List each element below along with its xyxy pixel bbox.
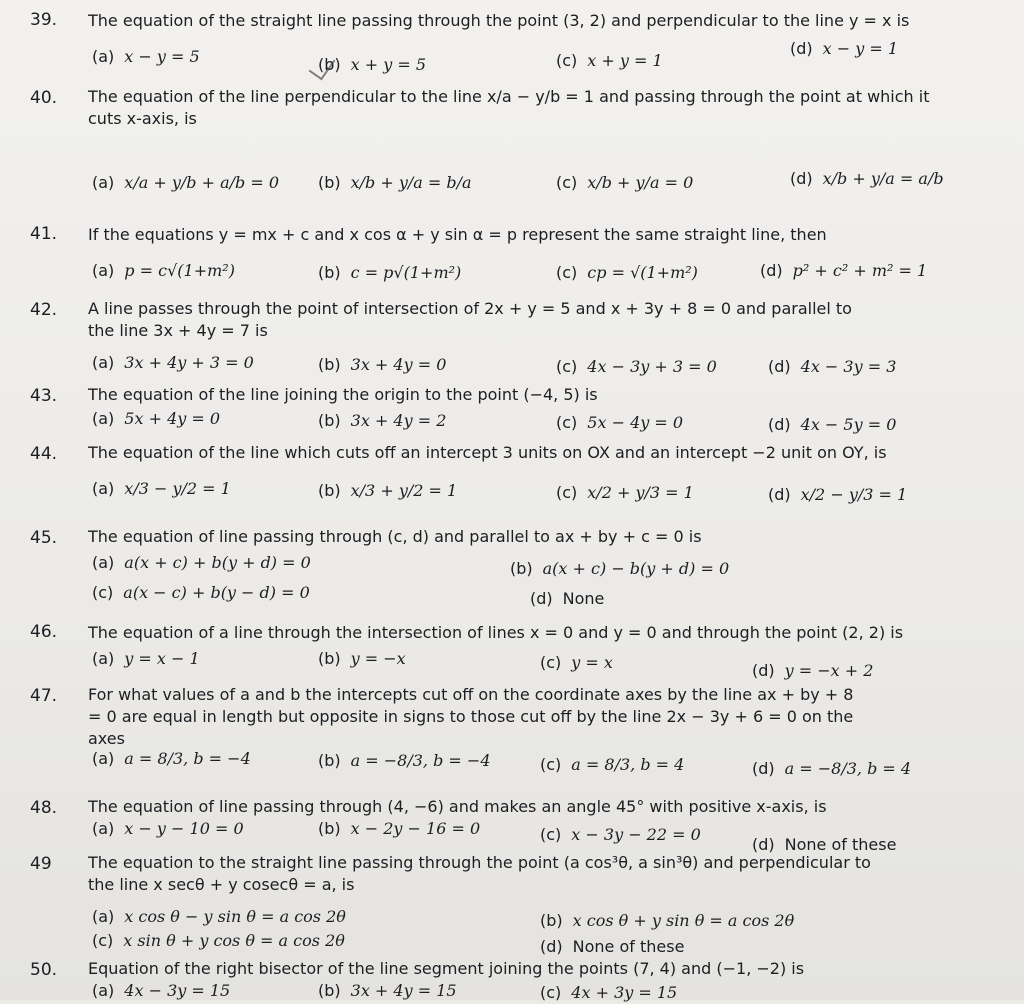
- option-b[interactable]: (b) 3x + 4y = 0: [318, 355, 447, 374]
- option-a[interactable]: (a) x/3 − y/2 = 1: [92, 479, 231, 498]
- option-b[interactable]: (b) x/b + y/a = b/a: [318, 173, 472, 192]
- option-d[interactable]: (d) x − y = 1: [790, 39, 899, 58]
- option-b[interactable]: (b) x/3 + y/2 = 1: [318, 481, 458, 500]
- question-number: 39.: [30, 10, 58, 30]
- option-c[interactable]: (c) 4x − 3y + 3 = 0: [556, 357, 717, 376]
- option-c[interactable]: (c) x + y = 1: [556, 51, 663, 70]
- question-text: The equation of a line through the intersection of lines x = 0 and y = 0 and through the point (2, 2) is: [88, 623, 904, 642]
- question-number: 40.: [30, 88, 58, 108]
- option-d[interactable]: (d) a = −8/3, b = 4: [752, 759, 912, 778]
- question-number: 46.: [30, 622, 58, 642]
- option-c[interactable]: (c) 5x − 4y = 0: [556, 413, 684, 432]
- option-c[interactable]: (c) a = 8/3, b = 4: [540, 755, 685, 774]
- option-b[interactable]: (b) x + y = 5: [318, 55, 427, 74]
- option-a[interactable]: (a) x/a + y/b + a/b = 0: [92, 173, 280, 192]
- option-a[interactable]: (a) p = c√(1+m²): [92, 261, 235, 280]
- option-d[interactable]: (d) x/2 − y/3 = 1: [768, 485, 908, 504]
- option-d[interactable]: (d) y = −x + 2: [752, 661, 874, 680]
- option-c[interactable]: (c) x/b + y/a = 0: [556, 173, 694, 192]
- option-c[interactable]: (c) x/2 + y/3 = 1: [556, 483, 694, 502]
- question-text: The equation of line passing through (c, d) and parallel to ax + by + c = 0 is: [88, 527, 702, 546]
- option-d[interactable]: (d) p² + c² + m² = 1: [760, 261, 928, 280]
- question-number: 50.: [30, 960, 58, 980]
- option-a[interactable]: (a) 3x + 4y + 3 = 0: [92, 353, 254, 372]
- question-number: 43.: [30, 386, 58, 406]
- option-b[interactable]: (b) 3x + 4y = 2: [318, 411, 447, 430]
- option-b[interactable]: (b) a(x + c) − b(y + d) = 0: [510, 559, 730, 578]
- question-text: The equation of the line which cuts off an intercept 3 units on OX and an intercept −2 unit on OY, is: [88, 443, 887, 462]
- option-b[interactable]: (b) x cos θ + y sin θ = a cos 2θ: [540, 911, 795, 930]
- option-a[interactable]: (a) a(x + c) + b(y + d) = 0: [92, 553, 311, 572]
- question-text: For what values of a and b the intercepts cut off on the coordinate axes by the line ax + by + 8 = 0 are equal in length but opposite in signs to those cut off by the line 2x − 3y + 6 = 0 on the axes: [88, 685, 854, 748]
- option-c[interactable]: (c) x sin θ + y cos θ = a cos 2θ: [92, 931, 345, 950]
- question-number: 49: [30, 854, 52, 874]
- option-b[interactable]: (b) 3x + 4y = 15: [318, 981, 457, 1000]
- question-number: 44.: [30, 444, 58, 464]
- question-number: 47.: [30, 686, 58, 706]
- question-text: The equation of the line joining the origin to the point (−4, 5) is: [88, 385, 598, 404]
- option-c[interactable]: (c) 4x + 3y = 15: [540, 983, 678, 1002]
- question-text: The equation to the straight line passing through the point (a cos³θ, a sin³θ) and perpendicular to the line x secθ + y cosecθ = a, is: [88, 853, 871, 894]
- question-number: 48.: [30, 798, 58, 818]
- question-text: Equation of the right bisector of the line segment joining the points (7, 4) and (−1, −2) is: [88, 959, 805, 978]
- option-c[interactable]: (c) y = x: [540, 653, 613, 672]
- option-a[interactable]: (a) x cos θ − y sin θ = a cos 2θ: [92, 907, 346, 926]
- question-number: 42.: [30, 300, 58, 320]
- option-d[interactable]: (d) x/b + y/a = a/b: [790, 169, 944, 188]
- option-d[interactable]: (d) None: [530, 589, 605, 608]
- question-text: A line passes through the point of intersection of 2x + y = 5 and x + 3y + 8 = 0 and parallel to the line 3x + 4y = 7 is: [88, 299, 852, 340]
- option-a[interactable]: (a) y = x − 1: [92, 649, 200, 668]
- option-c[interactable]: (c) cp = √(1+m²): [556, 263, 698, 282]
- option-a[interactable]: (a) 4x − 3y = 15: [92, 981, 231, 1000]
- question-text: If the equations y = mx + c and x cos α + y sin α = p represent the same straight line, then: [88, 225, 827, 244]
- option-a[interactable]: (a) a = 8/3, b = −4: [92, 749, 251, 768]
- option-d[interactable]: (d) None of these: [540, 937, 685, 956]
- question-text: The equation of the straight line passing through the point (3, 2) and perpendicular to the line y = x is: [88, 11, 910, 30]
- question-text: The equation of line passing through (4, −6) and makes an angle 45° with positive x-axis, is: [88, 797, 827, 816]
- option-d[interactable]: (d) 4x − 3y = 3: [768, 357, 897, 376]
- option-a[interactable]: (a) x − y = 5: [92, 47, 200, 66]
- option-d[interactable]: (d) 4x − 5y = 0: [768, 415, 897, 434]
- option-a[interactable]: (a) 5x + 4y = 0: [92, 409, 221, 428]
- option-b[interactable]: (b) a = −8/3, b = −4: [318, 751, 491, 770]
- question-number: 45.: [30, 528, 58, 548]
- question-number: 41.: [30, 224, 58, 244]
- option-c[interactable]: (c) a(x − c) + b(y − d) = 0: [92, 583, 310, 602]
- option-b[interactable]: (b) c = p√(1+m²): [318, 263, 462, 282]
- option-c[interactable]: (c) x − 3y − 22 = 0: [540, 825, 701, 844]
- option-a[interactable]: (a) x − y − 10 = 0: [92, 819, 244, 838]
- option-d[interactable]: (d) None of these: [752, 835, 897, 854]
- question-text: The equation of the line perpendicular to the line x/a − y/b = 1 and passing through the point at which it cuts x-axis, is: [88, 87, 930, 128]
- option-b[interactable]: (b) y = −x: [318, 649, 406, 668]
- option-b[interactable]: (b) x − 2y − 16 = 0: [318, 819, 481, 838]
